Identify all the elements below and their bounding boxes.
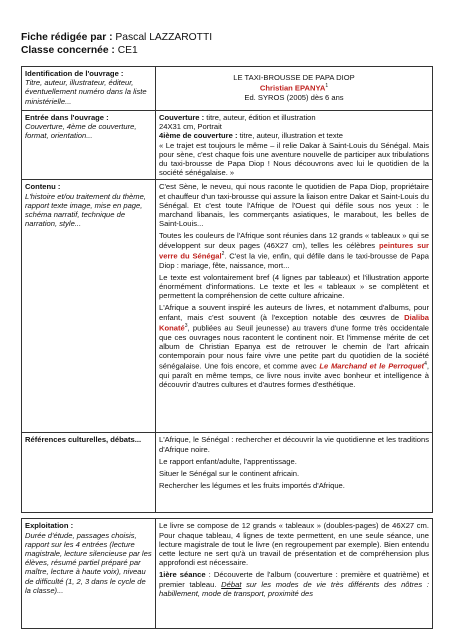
- class-value: CE1: [117, 45, 138, 56]
- back-cover-text: titre, auteur, illustration et texte: [237, 131, 344, 141]
- book-author: Christian EPANYA: [259, 83, 326, 93]
- sheet-header: [21, 31, 212, 57]
- contenu-label-cell: [22, 180, 156, 433]
- identification-label-cell: [22, 67, 156, 111]
- contenu-content-cell: [156, 180, 433, 433]
- row-exploitation: [22, 519, 433, 629]
- footnote-ref-3: 3: [184, 322, 188, 329]
- entree-content-cell: [156, 111, 433, 180]
- back-cover-quote: « Le trajet est toujours le même – il relie Dakar à Saint-Louis du Sénégal. Mais pour sène, c'est chaque fois une aventure nouvelle de participer aux tribulations du taxi-brousse de Papa Diop ! Nous découvrons avec lui le quotidien de la société sénégalaise. »: [159, 140, 429, 178]
- session-1-label: 1ière séance: [159, 570, 206, 580]
- book-title: LE TAXI-BROUSSE DE PAPA DIOP: [233, 73, 355, 82]
- row-references: [22, 433, 433, 513]
- footnote-ref-2: 2: [221, 250, 225, 257]
- contenu-p4-middle: , publiées au Seuil jeunesse) au travers d'une forme très occidentale que ces ouvrages nous racontent le continent noir. Et l'immense mérite de cet album de Christian Epanya est de retrouver le chemin de l'art africain contemporain pour nous faire vivre une petite part du quotidien de la société sénégalaise. Une fois encore, et comme avec: [159, 323, 429, 371]
- reference-3: Situer le Sénégal sur le continent africain.: [159, 469, 300, 479]
- contenu-p2-end: . C'est la vie, enfin, qui défile dans le taxi-brousse de Papa Diop : mariage, fête, naissance, mort...: [159, 251, 429, 270]
- references-label: Références culturelles, débats...: [25, 435, 142, 445]
- contenu-paragraph-1: C'est Sène, le neveu, qui nous raconte le quotidien de Papa Diop, propriétaire et chauffeur d'un taxi-brousse qui assure la liaison entre Dakar et Saint-Louis du Sénégal. Et c'est toute l'Afrique de l'Ouest qui défile sous nos yeux : le marchand libanais, les commerçants asiatiques, le marabout, les belles de Saint-Louis...: [159, 182, 429, 229]
- marchand-perroquet-ref: Le Marchand et le Perroquet: [319, 361, 425, 371]
- exploitation-content-cell: [156, 519, 433, 629]
- cover-label: Couverture :: [159, 113, 205, 122]
- entree-label: Entrée dans l'ouvrage :: [25, 113, 109, 122]
- exploitation-label-cell: [22, 519, 156, 629]
- format-text: 24X31 cm, Portrait: [159, 122, 222, 132]
- glass-painting-ref: peintures sur verre du Sénégal: [159, 240, 429, 261]
- row-contenu: [22, 180, 433, 433]
- book-author-line: [159, 82, 429, 93]
- reference-4: Rechercher les légumes et les fruits importés d'Afrique.: [159, 481, 345, 491]
- row-identification: [22, 67, 433, 111]
- cover-text: titre, auteur, édition et illustration: [204, 113, 316, 122]
- exploitation-paragraph-2: [159, 570, 429, 598]
- entree-label-cell: [22, 111, 156, 180]
- author-value: Pascal LAZZAROTTI: [115, 32, 213, 43]
- cover-line: [159, 113, 429, 122]
- reference-1: L'Afrique, le Sénégal : rechercher et découvrir la vie quotidienne et les traditions d'Afrique noire.: [159, 435, 429, 454]
- session-1-text: : Découverte de l'album (couverture : première et quatrième) et premier tableau.: [159, 570, 429, 589]
- contenu-paragraph-2: [159, 231, 429, 269]
- references-label-cell: [22, 433, 156, 513]
- author-label: Fiche rédigée par :: [21, 32, 116, 43]
- author-line: [21, 31, 212, 44]
- class-label: Classe concernée :: [21, 45, 118, 56]
- review-table: [21, 66, 433, 629]
- author-footnote-ref: 1: [325, 83, 329, 90]
- identification-content-cell: [156, 67, 433, 111]
- row-entree: [22, 111, 433, 180]
- contenu-p2-start: Toutes les couleurs de l'Afrique sont réunies dans 12 grands « tableaux » qui se développent sur deux pages (46X27 cm), telles les célèbres: [159, 231, 429, 250]
- exploitation-label: Exploitation :: [25, 521, 74, 531]
- back-cover-line: [159, 131, 429, 140]
- contenu-p4-end: , qui paraît en même temps, ce livre nous invite avec bonheur et intelligence à découvrir d'autres cultures et d'autres formes d'esthétique.: [159, 361, 429, 390]
- debate-text: sur les modes de vie très différents des nôtres : habillement, mode de transport, proximité des: [159, 579, 430, 598]
- contenu-paragraph-3: Le texte est volontairement bref (4 lignes par tableaux) et l'illustration apporte énormément d'informations. Le texte et les « tableaux » se complètent et permettent la compréhension de cette culture africaine.: [159, 272, 429, 301]
- footnote-ref-4: 4: [424, 361, 427, 368]
- class-line: [21, 44, 212, 57]
- identification-hint: Titre, auteur, illustrateur, éditeur, éventuellement numéro dans la liste ministérielle...: [25, 78, 147, 106]
- dialiba-konate-ref: Dialiba Konaté: [159, 312, 429, 333]
- contenu-p4-start: L'Afrique a souvent inspiré les auteurs de livres, et notamment d'albums, pour enfant, mais c'est souvent (à l'exception notable des œuvres de: [159, 303, 429, 322]
- debate-label: Débat: [221, 579, 242, 589]
- book-edition: Ed. SYROS (2005) dès 6 ans: [244, 92, 344, 102]
- contenu-label: Contenu :: [25, 182, 61, 192]
- entree-hint: Couverture, 4ème de couverture, format, orientation...: [25, 122, 137, 141]
- exploitation-hint: Durée d'étude, passages choisis, rapport sur les 4 entrées (lecture magistrale, lecture silencieuse par les élèves, résumé partiel préparé par maître, lecture à haute voix), niveau de difficulté (1, 2, 3 dans le cycle de la classe)...: [25, 530, 152, 595]
- exploitation-paragraph-1: Le livre se compose de 12 grands « tableaux » (doubles-pages) de 46X27 cm. Pour chaque tableau, 4 lignes de texte permettent, en une seule séance, une lecture magistrale de tout le livre (en regroupement par exemple). Bien entendu cette lecture ne sert qu'à un travail de présentation et de compréhension plus approfondi est nécessaire.: [159, 521, 429, 568]
- references-content-cell: [156, 433, 433, 513]
- contenu-paragraph-4: [159, 303, 429, 389]
- contenu-hint: L'histoire et/ou traitement du thème, rapport texte image, mise en page, schéma narratif, technique de narration, style...: [25, 191, 146, 229]
- reference-2: Le rapport enfant/adulte, l'apprentissage.: [159, 456, 297, 466]
- identification-label: Identification de l'ouvrage :: [25, 69, 124, 78]
- back-cover-label: 4ième de couverture :: [159, 131, 238, 141]
